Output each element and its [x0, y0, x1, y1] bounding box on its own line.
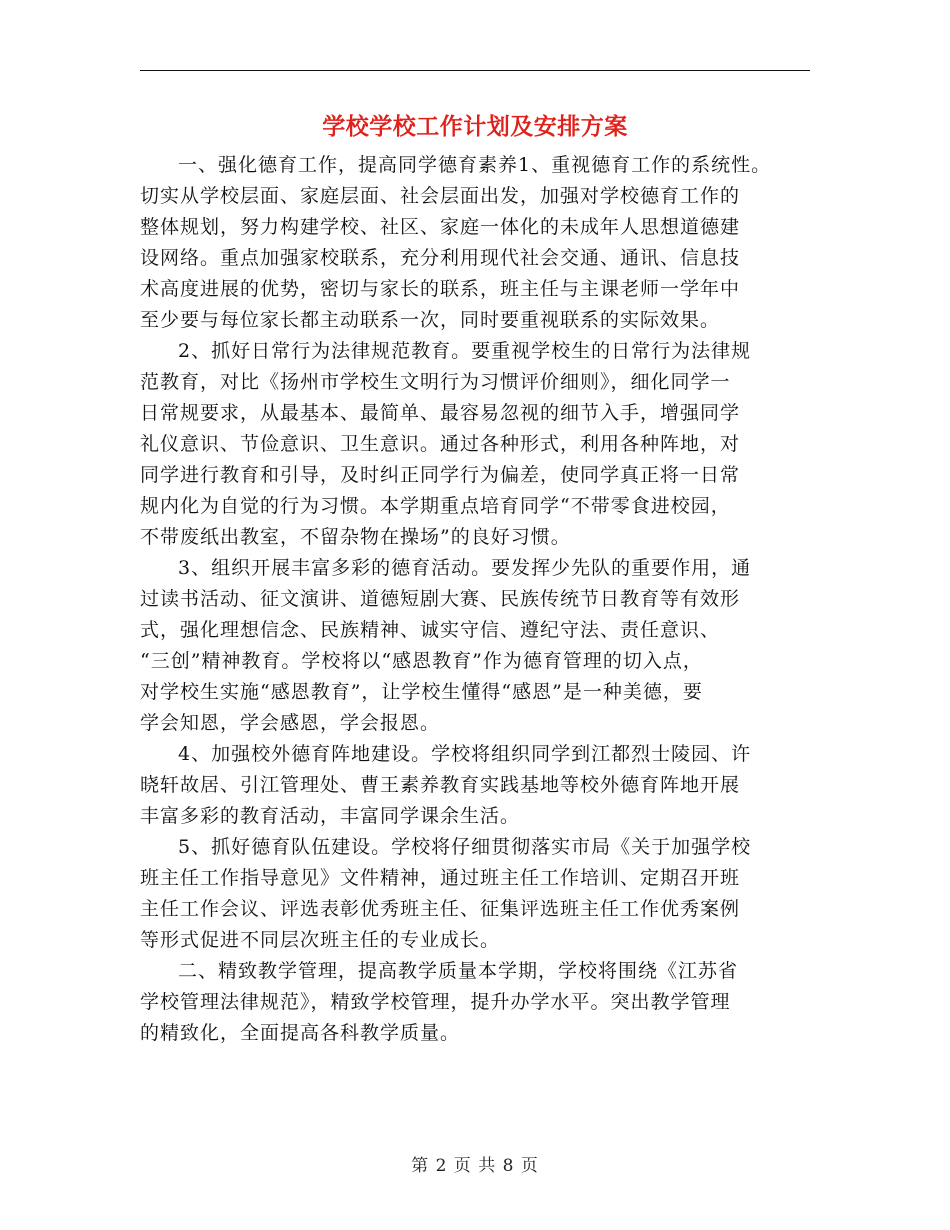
text-line: 二、精致教学管理，提高教学质量本学期，学校将围绕《江苏省 — [178, 960, 739, 982]
text-line: 等形式促进不同层次班主任的专业成长。 — [140, 929, 501, 951]
text-line: 3、组织开展丰富多彩的德育活动。要发挥少先队的重要作用，通 — [178, 557, 752, 579]
text-line: 丰富多彩的教育活动，丰富同学课余生活。 — [140, 805, 521, 827]
text-line: 同学进行教育和引导，及时纠正同学行为偏差，使同学真正将一日常 — [140, 464, 741, 486]
text-line: 对学校生实施“感恩教育”，让学校生懂得“感恩”是一种美德，要 — [140, 681, 703, 703]
text-line: 设网络。重点加强家校联系，充分利用现代社会交通、通讯、信息技 — [140, 247, 741, 269]
text-line: 主任工作会议、评选表彰优秀班主任、征集评选班主任工作优秀案例 — [140, 898, 741, 920]
text-line: 学校管理法律规范》，精致学校管理，提升办学水平。突出教学管理 — [140, 991, 731, 1013]
text-line: 的精致化，全面提高各科教学质量。 — [140, 1022, 461, 1044]
text-line: 过读书活动、征文演讲、道德短剧大赛、民族传统节日教育等有效形 — [140, 588, 741, 610]
text-line: 5、抓好德育队伍建设。学校将仔细贯彻落实市局《关于加强学校 — [178, 836, 752, 858]
text-line: 晓轩故居、引江管理处、曹王素养教育实践基地等校外德育阵地开展 — [140, 774, 741, 796]
text-line: 规内化为自觉的行为习惯。本学期重点培育同学“不带零食进校园， — [140, 495, 731, 517]
text-line: 术高度进展的优势，密切与家长的联系，班主任与主课老师一学年中 — [140, 278, 741, 300]
text-line: 4、加强校外德育阵地建设。学校将组织同学到江都烈士陵园、许 — [178, 743, 752, 765]
document-body — [140, 150, 810, 1049]
text-line: 至少要与每位家长都主动联系一次，同时要重视联系的实际效果。 — [140, 309, 721, 331]
document-title: 学校学校工作计划及安排方案 — [322, 113, 628, 140]
text-line: 一、强化德育工作，提高同学德育素养1、重视德育工作的系统性。 — [178, 154, 772, 176]
text-line: 学会知恩，学会感恩，学会报恩。 — [140, 712, 441, 734]
text-line: 礼仪意识、节俭意识、卫生意识。通过各种形式，利用各种阵地，对 — [140, 433, 741, 455]
text-line: 不带废纸出教室，不留杂物在操场”的良好习惯。 — [140, 526, 571, 548]
text-line: 范教育，对比《扬州市学校生文明行为习惯评价细则》，细化同学一 — [140, 371, 731, 393]
text-line: 式，强化理想信念、民族精神、诚实守信、遵纪守法、责任意识、 — [140, 619, 721, 641]
text-line: 2、抓好日常行为法律规范教育。要重视学校生的日常行为法律规 — [178, 340, 752, 362]
text-line: 日常规要求，从最基本、最简单、最容易忽视的细节入手，增强同学 — [140, 402, 741, 424]
text-line: 整体规划，努力构建学校、社区、家庭一体化的未成年人思想道德建 — [140, 216, 741, 238]
text-line: “三创”精神教育。学校将以“感恩教育”作为德育管理的切入点， — [140, 650, 703, 672]
page-number: 第 2 页 共 8 页 — [411, 1156, 539, 1176]
text-line: 班主任工作指导意见》文件精神，通过班主任工作培训、定期召开班 — [140, 867, 741, 889]
header-rule — [140, 70, 810, 71]
text-line: 切实从学校层面、家庭层面、社会层面出发，加强对学校德育工作的 — [140, 185, 741, 207]
